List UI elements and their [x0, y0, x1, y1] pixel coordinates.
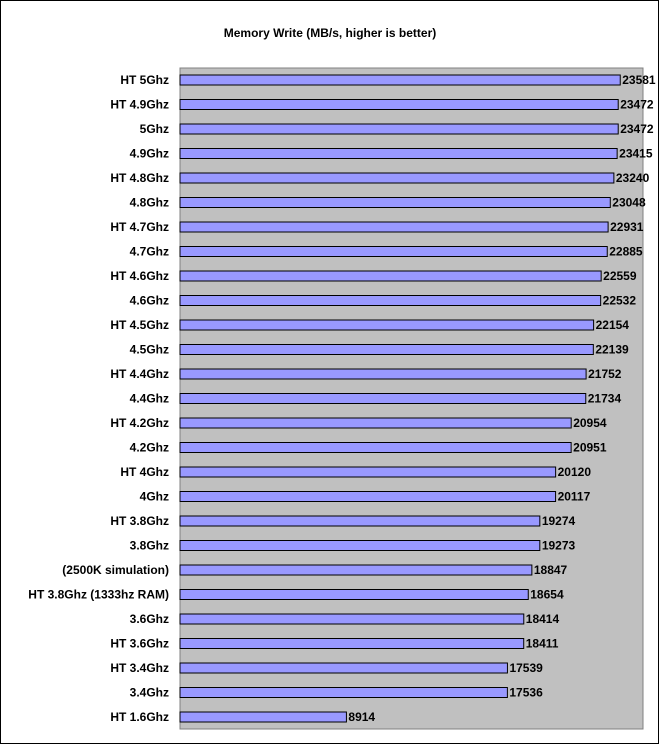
- data-label: 21752: [588, 367, 622, 381]
- data-label: 21734: [587, 391, 622, 406]
- data-label: 23240: [615, 171, 650, 185]
- data-label: 20117: [557, 489, 591, 504]
- data-label: 20954: [573, 416, 607, 430]
- bar: [180, 149, 617, 159]
- bar: [180, 712, 346, 722]
- data-label: 23048: [612, 195, 646, 210]
- bar: [180, 516, 540, 526]
- category-label: HT 4.5Ghz: [110, 318, 169, 332]
- category-label: 3.8Ghz: [129, 538, 169, 553]
- bar: [180, 443, 571, 453]
- data-label: 23415: [619, 146, 653, 161]
- bar: [180, 222, 608, 232]
- bar: [180, 271, 601, 281]
- category-label: HT 3.8Ghz: [110, 514, 169, 528]
- category-label: 5Ghz: [139, 122, 169, 136]
- data-label: 22931: [610, 220, 644, 234]
- data-label: 17536: [509, 685, 543, 700]
- category-label: 4.2Ghz: [129, 440, 169, 455]
- bar: [180, 418, 571, 428]
- category-label: HT 4.9Ghz: [110, 97, 169, 112]
- category-label: HT 1.6Ghz: [110, 710, 169, 724]
- data-label: 23472: [620, 97, 654, 112]
- bar: [180, 614, 524, 624]
- bar: [180, 296, 601, 306]
- data-label: 18654: [530, 587, 564, 602]
- data-label: 23472: [620, 122, 654, 136]
- bar: [180, 320, 594, 330]
- bar: [180, 565, 532, 575]
- bar: [180, 541, 540, 551]
- category-label: 3.4Ghz: [129, 685, 169, 700]
- bar: [180, 369, 586, 379]
- category-label: HT 4.7Ghz: [110, 220, 169, 234]
- category-label: (2500K simulation): [62, 563, 169, 577]
- bar: [180, 394, 586, 404]
- category-label: HT 3.8Ghz (1333hz RAM): [28, 587, 169, 602]
- category-label: HT 4.6Ghz: [110, 269, 169, 283]
- data-label: 18411: [525, 636, 559, 651]
- memory-write-chart: [1, 1, 658, 743]
- data-label: 18847: [533, 563, 568, 577]
- bar: [180, 198, 610, 208]
- category-label: 4.6Ghz: [129, 293, 169, 308]
- data-label: 22139: [595, 342, 629, 357]
- bar: [180, 590, 528, 600]
- bar: [180, 688, 507, 698]
- bar: [180, 124, 618, 134]
- data-label: 18414: [525, 612, 560, 626]
- chart-title: Memory Write (MB/s, higher is better): [223, 26, 437, 40]
- category-label: HT 3.4Ghz: [110, 661, 169, 675]
- category-label: HT 4.8Ghz: [110, 171, 169, 185]
- data-label: 23581: [622, 73, 656, 87]
- category-label: 3.6Ghz: [129, 612, 169, 626]
- bar: [180, 639, 524, 649]
- data-label: 20120: [557, 465, 592, 479]
- bar: [180, 345, 593, 355]
- category-label: HT 5Ghz: [120, 73, 169, 87]
- category-label: HT 4Ghz: [120, 465, 169, 479]
- category-label: 4.8Ghz: [129, 195, 169, 210]
- bar: [180, 173, 614, 183]
- category-label: HT 3.6Ghz: [110, 636, 169, 651]
- data-label: 22559: [603, 269, 637, 283]
- data-label: 19274: [541, 514, 576, 528]
- data-label: 19273: [541, 538, 576, 553]
- category-label: 4Ghz: [139, 489, 169, 504]
- data-label: 22532: [602, 293, 637, 308]
- category-label: 4.5Ghz: [129, 342, 169, 357]
- category-label: 4.9Ghz: [129, 146, 169, 161]
- data-label: 22154: [595, 318, 629, 332]
- data-label: 8914: [348, 710, 376, 724]
- data-label: 20951: [573, 440, 607, 455]
- bar: [180, 100, 618, 110]
- bar: [180, 75, 620, 85]
- category-label: HT 4.4Ghz: [110, 367, 169, 381]
- data-label: 22885: [609, 244, 643, 259]
- category-label: HT 4.2Ghz: [110, 416, 169, 430]
- bar: [180, 492, 556, 502]
- category-label: 4.7Ghz: [129, 244, 169, 259]
- bar: [180, 247, 607, 257]
- bar: [180, 663, 507, 673]
- category-label: 4.4Ghz: [129, 391, 169, 406]
- data-label: 17539: [509, 661, 543, 675]
- bar: [180, 467, 556, 477]
